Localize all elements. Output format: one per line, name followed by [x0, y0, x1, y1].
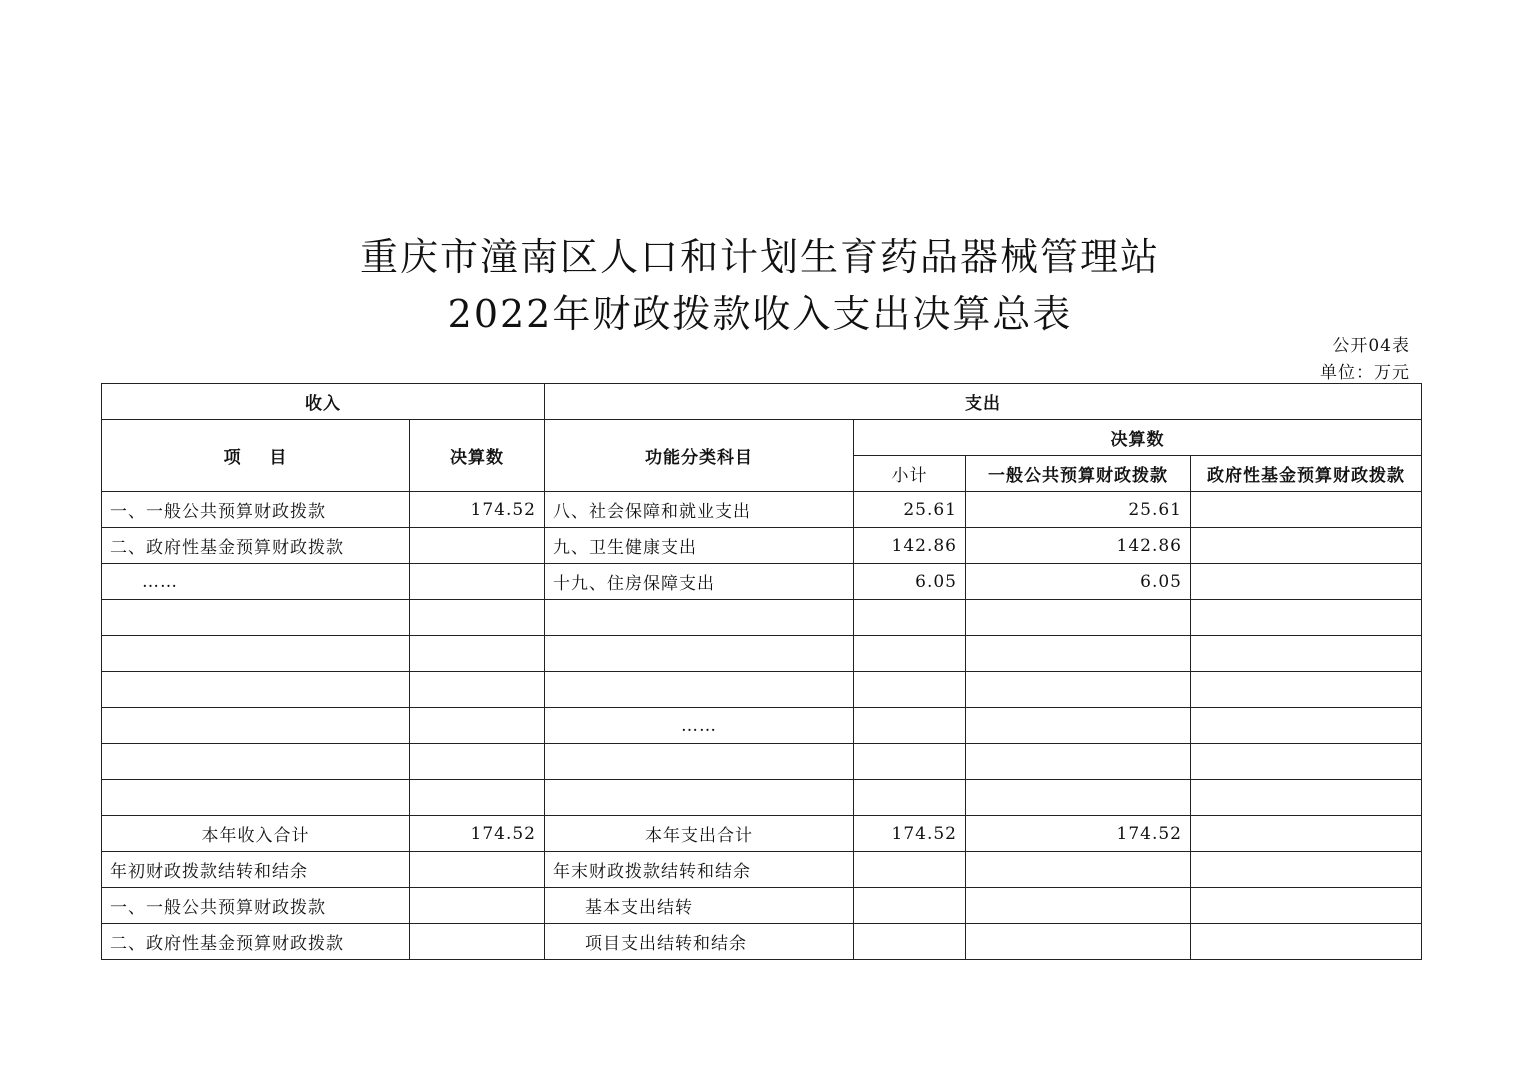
- table-row: [102, 672, 1422, 708]
- table-row: [102, 528, 1422, 564]
- header-final-amount: 决算数: [854, 420, 1422, 456]
- income-item-cell: [102, 600, 410, 636]
- expense-general-cell: [966, 852, 1191, 888]
- income-item-cell: [102, 636, 410, 672]
- budget-table: [101, 383, 1422, 960]
- expense-general-cell: 6.05: [966, 564, 1191, 600]
- expense-subject-cell: [545, 744, 854, 780]
- expense-general-cell: [966, 708, 1191, 744]
- expense-subtotal-cell: [854, 852, 966, 888]
- expense-subject-cell: 年末财政拨款结转和结余: [545, 852, 854, 888]
- expense-fund-cell: [1191, 708, 1422, 744]
- expense-subject-cell: 基本支出结转: [545, 888, 854, 924]
- income-item-cell: 一、一般公共预算财政拨款: [102, 888, 410, 924]
- table-number: 公开04表: [1332, 336, 1410, 356]
- expense-fund-cell: [1191, 600, 1422, 636]
- expense-general-cell: [966, 600, 1191, 636]
- income-amount-cell: [410, 672, 545, 708]
- expense-subtotal-cell: 6.05: [854, 564, 966, 600]
- income-item-cell: [102, 708, 410, 744]
- expense-subject-cell: [545, 780, 854, 816]
- expense-subtotal-cell: 142.86: [854, 528, 966, 564]
- expense-subject-cell: [545, 672, 854, 708]
- expense-fund-cell: [1191, 492, 1422, 528]
- expense-fund-cell: [1191, 816, 1422, 852]
- table-row: [102, 852, 1422, 888]
- expense-fund-cell: [1191, 888, 1422, 924]
- expense-subtotal-cell: [854, 672, 966, 708]
- header-item: 项 目: [102, 420, 410, 492]
- income-amount-cell: 174.52: [410, 816, 545, 852]
- expense-general-cell: 174.52: [966, 816, 1191, 852]
- income-item-cell: [102, 780, 410, 816]
- expense-subtotal-cell: [854, 744, 966, 780]
- header-gov-fund: 政府性基金预算财政拨款: [1191, 456, 1422, 492]
- expense-fund-cell: [1191, 564, 1422, 600]
- income-amount-cell: [410, 744, 545, 780]
- unit-label: 单位：万元: [1320, 363, 1410, 383]
- income-amount-cell: [410, 852, 545, 888]
- expense-fund-cell: [1191, 852, 1422, 888]
- header-expense: 支出: [545, 384, 1422, 420]
- table-row: [102, 888, 1422, 924]
- expense-subtotal-cell: [854, 636, 966, 672]
- header-subtotal: 小计: [854, 456, 966, 492]
- expense-fund-cell: [1191, 780, 1422, 816]
- expense-fund-cell: [1191, 924, 1422, 960]
- table-row: [102, 744, 1422, 780]
- expense-subtotal-cell: 25.61: [854, 492, 966, 528]
- expense-subject-cell: 八、社会保障和就业支出: [545, 492, 854, 528]
- expense-subtotal-cell: [854, 780, 966, 816]
- expense-general-cell: [966, 924, 1191, 960]
- expense-general-cell: 25.61: [966, 492, 1191, 528]
- income-amount-cell: [410, 636, 545, 672]
- expense-subject-cell: [545, 600, 854, 636]
- expense-subtotal-cell: [854, 924, 966, 960]
- income-item-cell: 年初财政拨款结转和结余: [102, 852, 410, 888]
- income-amount-cell: [410, 600, 545, 636]
- income-amount-cell: [410, 888, 545, 924]
- table-row: [102, 492, 1422, 528]
- expense-general-cell: [966, 780, 1191, 816]
- header-func-subject: 功能分类科目: [545, 420, 854, 492]
- income-item-cell: 本年收入合计: [102, 816, 410, 852]
- expense-fund-cell: [1191, 744, 1422, 780]
- income-item-cell: 一、一般公共预算财政拨款: [102, 492, 410, 528]
- header-income: 收入: [102, 384, 545, 420]
- expense-general-cell: 142.86: [966, 528, 1191, 564]
- expense-subject-cell: 项目支出结转和结余: [545, 924, 854, 960]
- expense-fund-cell: [1191, 528, 1422, 564]
- table-row: [102, 780, 1422, 816]
- table-row: [102, 708, 1422, 744]
- income-amount-cell: [410, 924, 545, 960]
- income-amount-cell: [410, 780, 545, 816]
- header-amount: 决算数: [410, 420, 545, 492]
- expense-general-cell: [966, 672, 1191, 708]
- table-row: [102, 816, 1422, 852]
- title-line-1: 重庆市潼南区人口和计划生育药品器械管理站: [359, 235, 1160, 279]
- expense-fund-cell: [1191, 672, 1422, 708]
- income-amount-cell: [410, 528, 545, 564]
- income-item-cell: 二、政府性基金预算财政拨款: [102, 528, 410, 564]
- header-general-budget: 一般公共预算财政拨款: [966, 456, 1191, 492]
- expense-subject-cell: 本年支出合计: [545, 816, 854, 852]
- expense-subtotal-cell: [854, 600, 966, 636]
- table-row: [102, 564, 1422, 600]
- table-row: [102, 924, 1422, 960]
- expense-general-cell: [966, 888, 1191, 924]
- expense-subject-cell: 十九、住房保障支出: [545, 564, 854, 600]
- expense-subject-cell: [545, 636, 854, 672]
- income-amount-cell: 174.52: [410, 492, 545, 528]
- income-amount-cell: [410, 564, 545, 600]
- expense-subject-cell: ……: [545, 708, 854, 744]
- title-line-2: 2022年财政拨款收入支出决算总表: [447, 292, 1073, 336]
- expense-fund-cell: [1191, 636, 1422, 672]
- expense-subtotal-cell: [854, 708, 966, 744]
- income-amount-cell: [410, 708, 545, 744]
- income-item-cell: [102, 744, 410, 780]
- income-item-cell: [102, 672, 410, 708]
- income-item-cell: ……: [102, 564, 410, 600]
- income-item-cell: 二、政府性基金预算财政拨款: [102, 924, 410, 960]
- expense-general-cell: [966, 744, 1191, 780]
- expense-subtotal-cell: 174.52: [854, 816, 966, 852]
- expense-subtotal-cell: [854, 888, 966, 924]
- expense-subject-cell: 九、卫生健康支出: [545, 528, 854, 564]
- table-row: [102, 636, 1422, 672]
- expense-general-cell: [966, 636, 1191, 672]
- table-row: [102, 600, 1422, 636]
